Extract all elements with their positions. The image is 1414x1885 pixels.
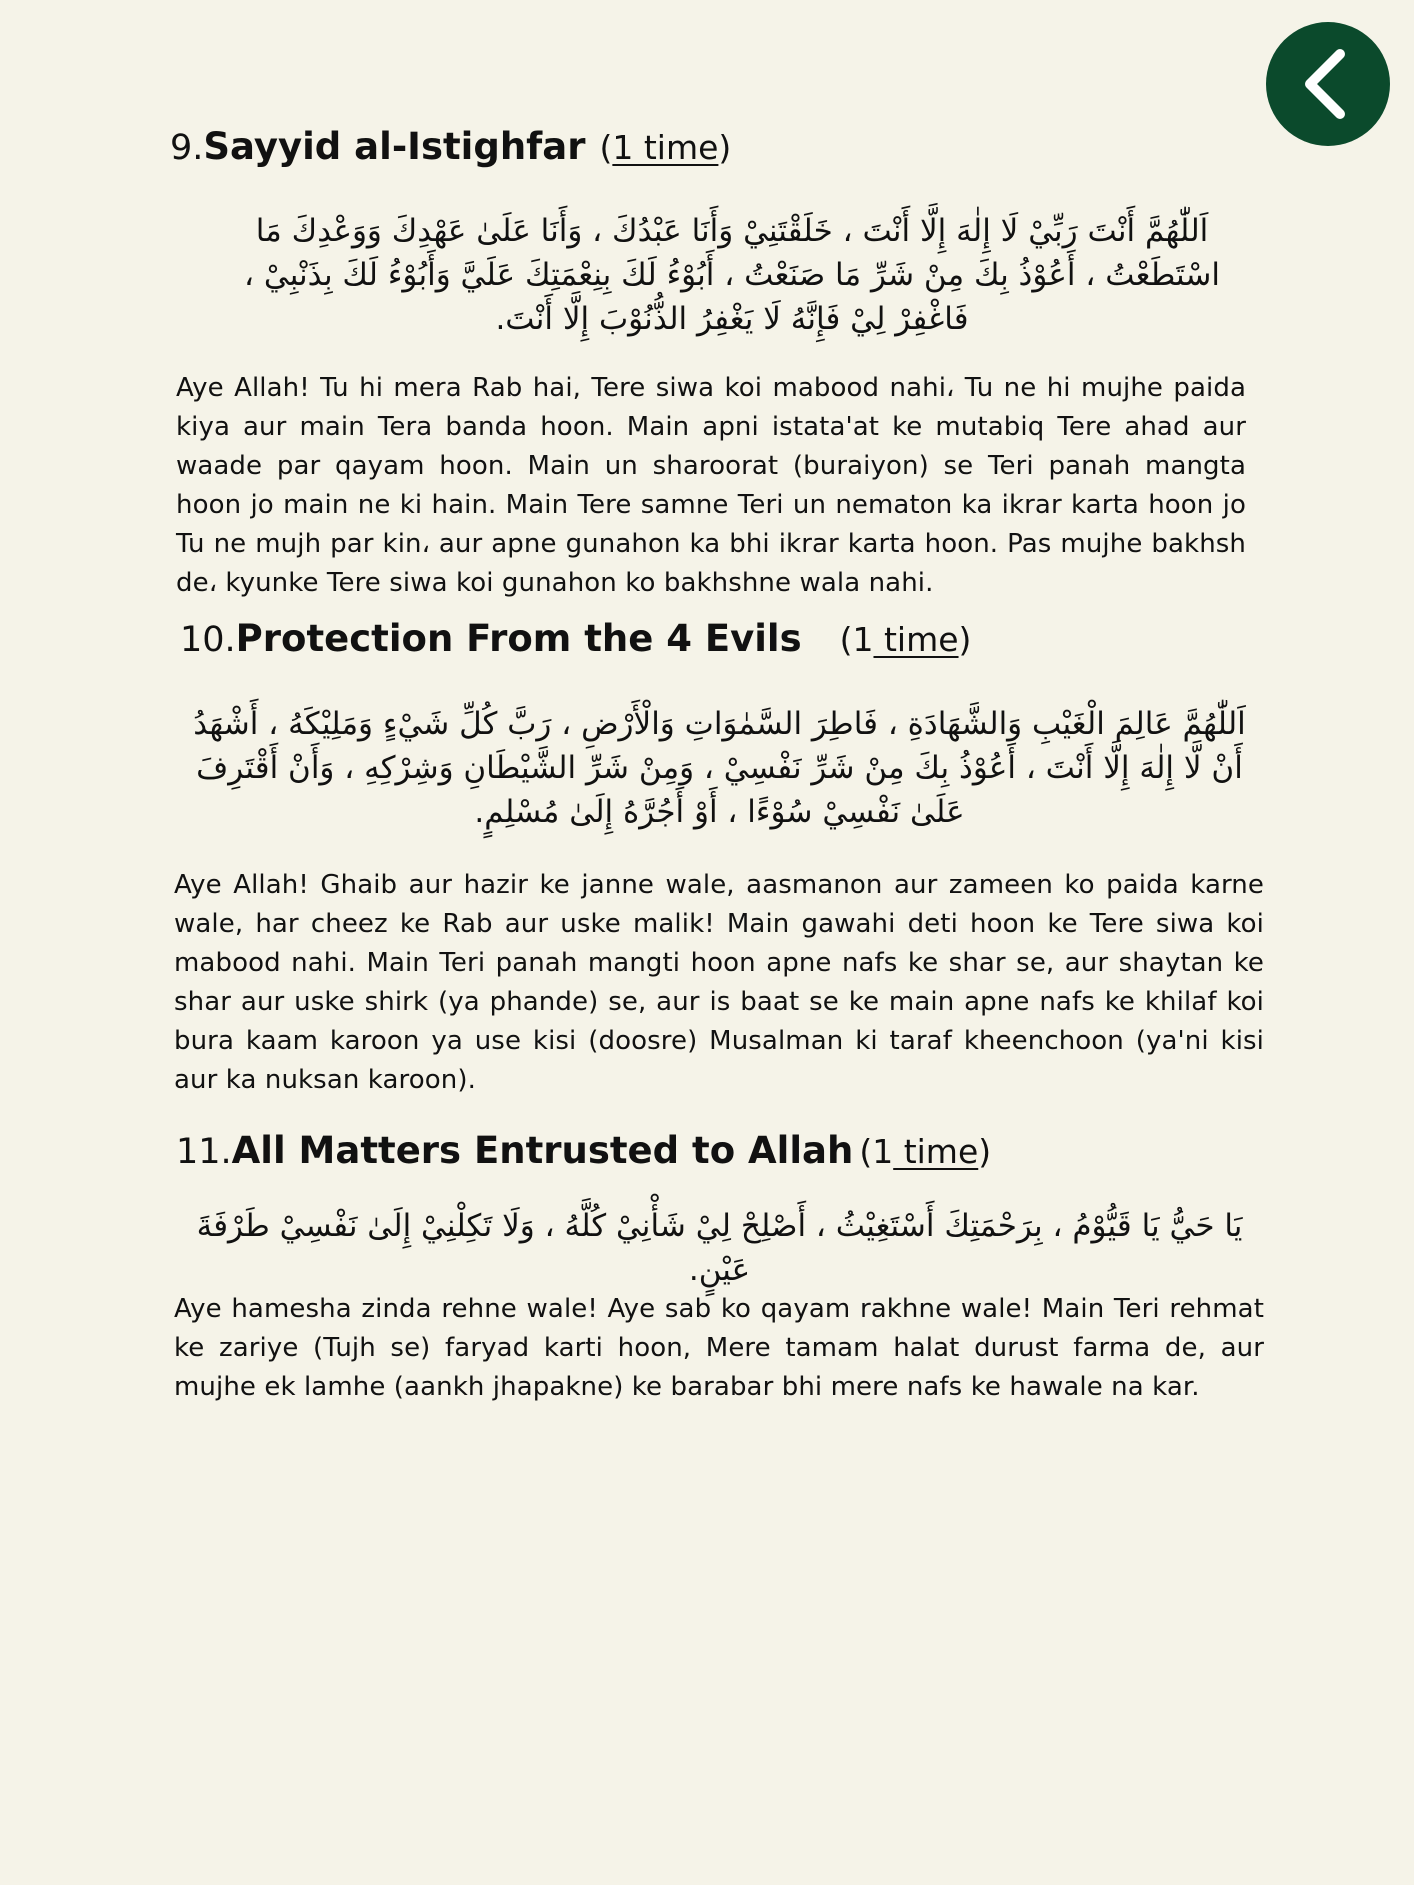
section-10-arabic: اَللّٰهُمَّ عَالِمَ الْغَيْبِ وَالشَّهَادَةِ ، فَاطِرَ السَّمٰوَاتِ وَالْأَرْضِ ، رَبَّ كُلِّ شَيْءٍ وَمَلِيْكَهُ ، أَشْهَدُ أَنْ لَّا إِلٰهَ إِلَّا أَنْتَ ، أَعُوْذُ بِكَ مِنْ شَرِّ نَفْسِيْ ، وَمِنْ شَرِّ الشَّيْطَانِ وَشِرْكِهِ ، وَأَنْ أَقْتَرِفَ عَلَىٰ نَفْسِيْ سُوْءًا ، أَوْ أَجُرَّهُ إِلَىٰ مُسْلِمٍ. — [193, 706, 1246, 830]
section-number: 9. — [170, 128, 204, 168]
section-title: Sayyid al-Istighfar — [203, 125, 586, 168]
section-number: 11. — [176, 1132, 232, 1172]
section-11-heading — [176, 1129, 992, 1172]
section-title: Protection From the 4 Evils — [235, 617, 802, 660]
section-9-heading — [170, 125, 732, 168]
section-9-translation: Aye Allah! Tu hi mera Rab hai, Tere siwa koi mabood nahi، Tu ne hi mujhe paida kiya aur main Tera banda hoon. Main apni istata'at ke mutabiq Tere ahad aur waade par qayam hoon. Main un sharoorat (buraiyon) se Teri panah mangta hoon jo main ne ki hain. Main Tere samne Teri un nematon ka ikrar karta hoon jo Tu ne mujh par kin، aur apne gunahon ka bhi ikrar karta hoon. Pas mujhe bakhsh de، kyunke Tere siwa koi gunahon ko bakhshne wala nahi. — [176, 373, 1246, 598]
section-number: 10. — [180, 620, 236, 660]
section-11-translation: Aye hamesha zinda rehne wale! Aye sab ko qayam rakhne wale! Main Teri rehmat ke zariye (Tujh se) faryad karti hoon, Mere tamam halat durust farma de, aur mujhe ek lamhe (aankh jhapakne) ke barabar bhi mere nafs ke hawale na kar. — [174, 1294, 1264, 1402]
section-11-arabic: يَا حَيُّ يَا قَيُّوْمُ ، بِرَحْمَتِكَ أَسْتَغِيْثُ ، أَصْلِحْ لِيْ شَأْنِيْ كُلَّهُ ، وَلَا تَكِلْنِيْ إِلَىٰ نَفْسِيْ طَرْفَةَ عَيْنٍ. — [196, 1208, 1243, 1288]
section-10-translation: Aye Allah! Ghaib aur hazir ke janne wale, aasmanon aur zameen ko paida karne wale, har cheez ke Rab aur uske malik! Main gawahi deti hoon ke Tere siwa koi mabood nahi. Main Teri panah mangti hoon apne nafs ke shar se, aur shaytan ke shar aur uske shirk (ya phande) se, aur is baat se ke main apne nafs ke khilaf koi bura kaam karoon ya use kisi (doosre) Musalman ki taraf kheenchoon (ya'ni kisi aur ka nuksan karoon). — [174, 870, 1264, 1095]
repeat-count: (1 time) — [839, 620, 972, 659]
repeat-count: (1 time) — [859, 1132, 992, 1171]
back-button[interactable] — [1266, 22, 1390, 146]
section-10-heading — [180, 617, 972, 660]
section-9-arabic: اَللّٰهُمَّ أَنْتَ رَبِّيْ لَا إِلٰهَ إِلَّا أَنْتَ ، خَلَقْتَنِيْ وَأَنَا عَبْدُكَ ، وَأَنَا عَلَىٰ عَهْدِكَ وَوَعْدِكَ مَا اسْتَطَعْتُ ، أَعُوْذُ بِكَ مِنْ شَرِّ مَا صَنَعْتُ ، أَبُوْءُ لَكَ بِنِعْمَتِكَ عَلَيَّ وَأَبُوْءُ لَكَ بِذَنْبِيْ ، فَاغْفِرْ لِيْ فَإِنَّهُ لَا يَغْفِرُ الذُّنُوْبَ إِلَّا أَنْتَ. — [244, 213, 1220, 337]
section-title: All Matters Entrusted to Allah — [231, 1129, 854, 1172]
chevron-left-icon — [1266, 22, 1390, 146]
repeat-count: (1 time) — [599, 128, 732, 167]
